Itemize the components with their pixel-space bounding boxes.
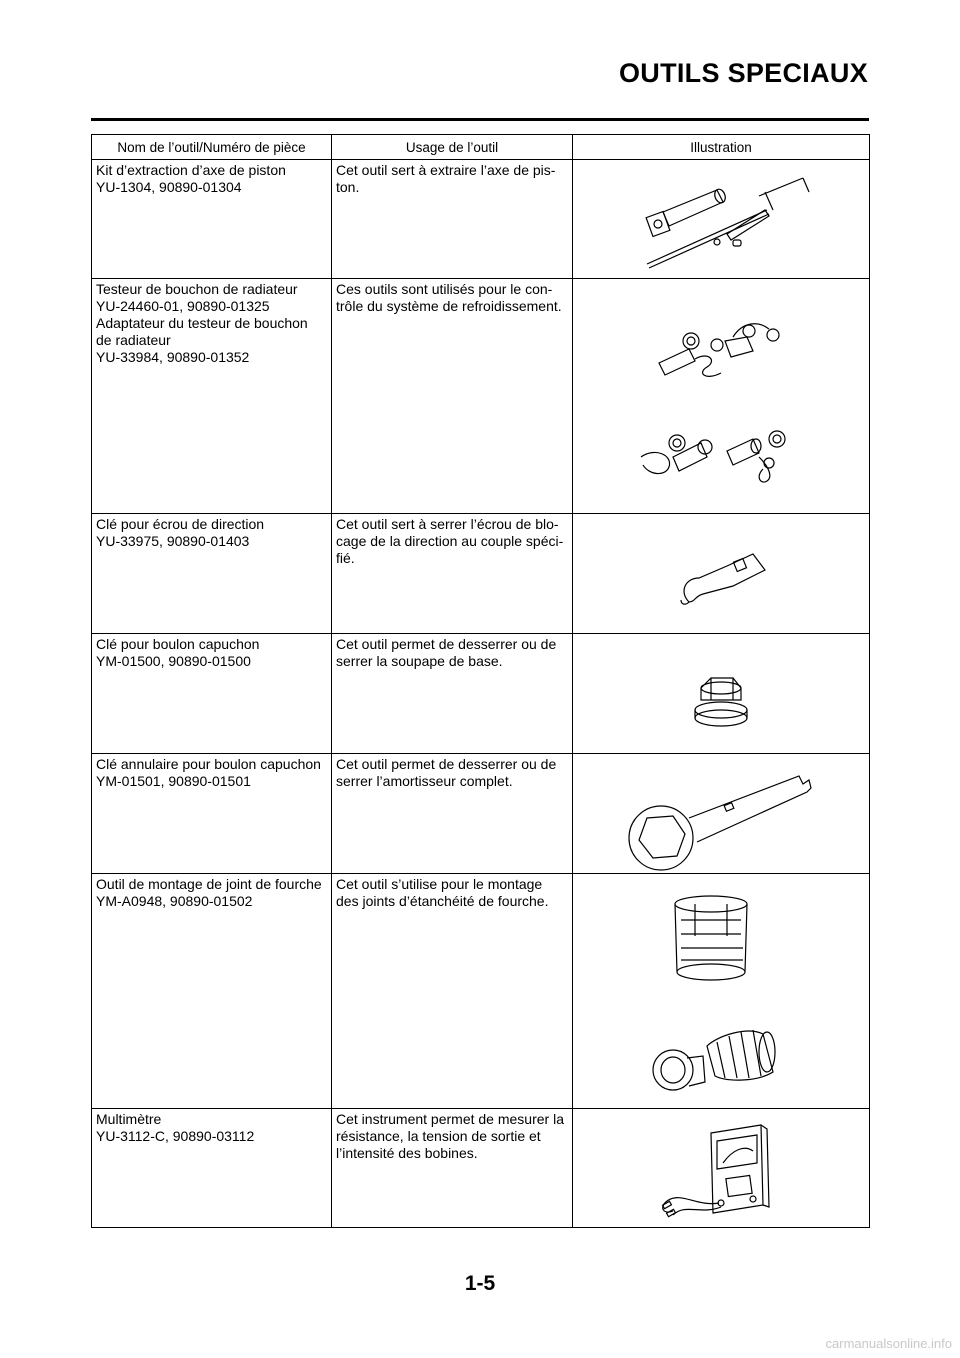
tool-name-cell — [92, 754, 332, 874]
tool-usage-cell — [332, 279, 573, 514]
tool-name: Testeur de bouchon de radiateur — [96, 281, 298, 297]
radiator-cap-tester-icon — [577, 281, 873, 513]
table-row — [92, 514, 870, 634]
tool-usage: Cet outil permet de desserrer ou de serrer l’amortisseur complet. — [336, 756, 557, 789]
tool-name: Outil de montage de joint de fourche — [96, 876, 322, 892]
tool-name-cell — [92, 1109, 332, 1228]
table-row — [92, 754, 870, 874]
tool-usage: Cet instrument permet de mesurer la résistance, la tension de sortie et l’intensité des bobines. — [336, 1111, 564, 1161]
tool-usage-cell — [332, 514, 573, 634]
special-tools-table — [91, 134, 870, 1228]
tool-name: Multimètre — [96, 1111, 162, 1127]
tool-usage-cell — [332, 754, 573, 874]
tool-part-number: YU-24460-01, 90890-01325 — [96, 298, 270, 314]
tool-name-cell — [92, 279, 332, 514]
tool-name-cell — [92, 160, 332, 279]
column-header-name: Nom de l’outil/Numéro de pièce — [92, 135, 332, 160]
page-title: OUTILS SPECIAUX — [618, 58, 868, 88]
tool-part-number: YM-01501, 90890-01501 — [96, 773, 251, 789]
tool-part-number: YU-3112-C, 90890-03112 — [96, 1128, 255, 1144]
tool-part-number: YU-1304, 90890-01304 — [96, 179, 242, 195]
tool-name-cell — [92, 634, 332, 754]
tool-usage: Ces outils sont utilisés pour le con-trôle du système de refroidissement. — [336, 281, 562, 314]
tool-usage: Cet outil s’utilise pour le montage des joints d’étanchéité de fourche. — [336, 876, 549, 909]
fork-seal-driver-icon — [577, 876, 873, 1108]
table-row — [92, 634, 870, 754]
tool-part-number: YM-A0948, 90890-01502 — [96, 893, 253, 909]
table-row — [92, 1109, 870, 1228]
table-header-row — [92, 135, 870, 160]
tool-name: Clé pour écrou de direction — [96, 516, 265, 532]
tool-illustration-cell — [573, 874, 870, 1109]
tool-illustration-cell — [573, 1109, 870, 1228]
tool-usage: Cet outil permet de desserrer ou de serrer la soupape de base. — [336, 636, 557, 669]
tool-name-cell — [92, 874, 332, 1109]
tool-part-number: YU-33975, 90890-01403 — [96, 533, 250, 549]
column-header-illustration: Illustration — [573, 135, 870, 160]
tool-illustration-cell — [573, 634, 870, 754]
title-rule — [91, 118, 869, 121]
tool-usage: Cet outil sert à serrer l’écrou de blo-cage de la direction au couple spéci-fié. — [336, 516, 564, 566]
cap-bolt-wrench-icon — [577, 636, 873, 753]
table-row — [92, 279, 870, 514]
tool-illustration-cell — [573, 160, 870, 279]
adapter-name: Adaptateur du testeur de bouchon de radiateur — [96, 315, 308, 348]
cap-bolt-ring-wrench-icon — [577, 756, 873, 873]
multimeter-icon — [577, 1111, 873, 1227]
steering-nut-wrench-icon — [577, 516, 873, 633]
tool-usage-cell — [332, 874, 573, 1109]
tool-usage-cell — [332, 634, 573, 754]
column-header-usage: Usage de l’outil — [332, 135, 573, 160]
tool-name: Kit d’extraction d’axe de piston — [96, 162, 286, 178]
tool-usage-cell — [332, 1109, 573, 1228]
tool-part-number: YM-01500, 90890-01500 — [96, 653, 251, 669]
tool-name-cell — [92, 514, 332, 634]
watermark: carmanualsonline.info — [825, 1336, 952, 1351]
adapter-part-number: YU-33984, 90890-01352 — [96, 349, 250, 365]
tool-usage-cell — [332, 160, 573, 279]
table-row — [92, 160, 870, 279]
tool-name: Clé annulaire pour boulon capuchon — [96, 756, 321, 772]
table-row — [92, 874, 870, 1109]
tool-illustration-cell — [573, 279, 870, 514]
tool-name: Clé pour boulon capuchon — [96, 636, 260, 652]
tool-illustration-cell — [573, 514, 870, 634]
tool-usage: Cet outil sert à extraire l’axe de pis-ton. — [336, 162, 556, 195]
page-number: 1-5 — [464, 1272, 496, 1295]
piston-pin-puller-icon — [577, 162, 873, 278]
tool-illustration-cell — [573, 754, 870, 874]
